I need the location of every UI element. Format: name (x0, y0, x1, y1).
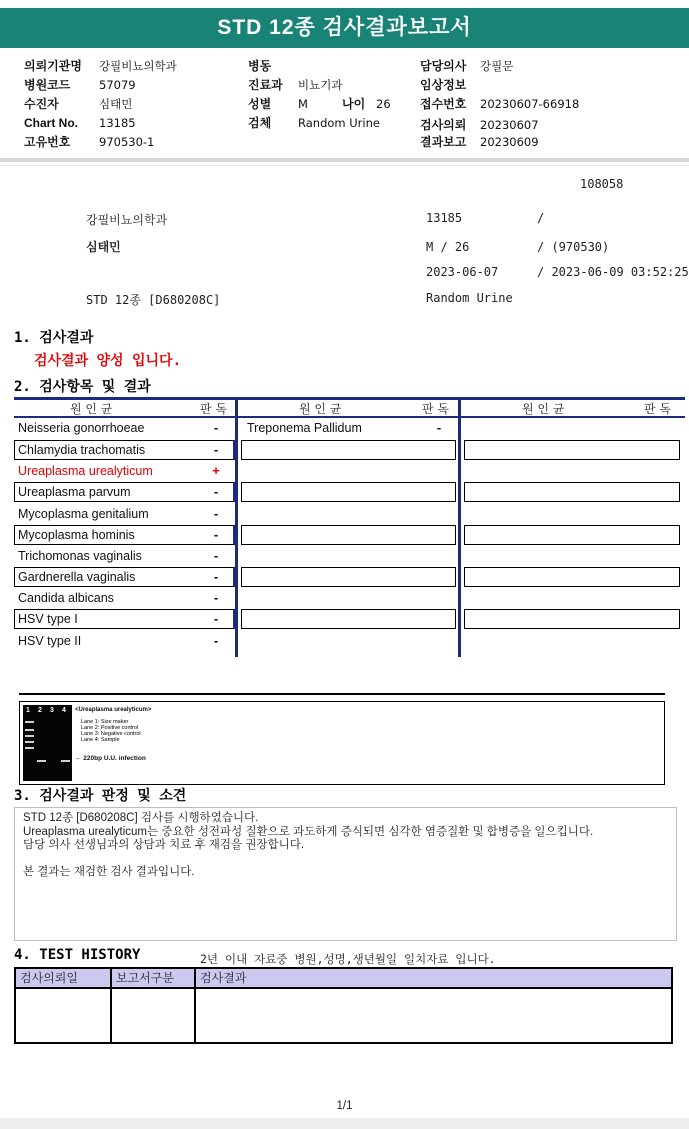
gel-band (25, 729, 34, 731)
empty-result-cell (464, 482, 680, 502)
section-1-heading: 1. 검사결과 (14, 330, 94, 346)
header-field: 성별 M (248, 97, 308, 111)
header-field: 진료과 비뇨기과 (248, 78, 343, 92)
col-header-judgment: 판 독 (422, 402, 449, 416)
empty-result-cell (464, 525, 680, 545)
header-field: 접수번호 20230607-66918 (420, 97, 580, 111)
gel-legend-line: Lane 4: Sample (81, 737, 120, 743)
judgment-value: - (213, 611, 219, 626)
report-code: 108058 (580, 177, 624, 191)
pathogen-name: HSV type I (18, 612, 78, 626)
gel-band (25, 721, 34, 723)
section-4-heading: 4. TEST HISTORY (14, 947, 141, 963)
pathogen-name: Chlamydia trachomatis (18, 443, 146, 457)
empty-result-cell (464, 567, 680, 587)
history-col-separator (194, 969, 196, 1042)
page-number: 1/1 (336, 1100, 353, 1112)
pathogen-name: HSV type II (18, 634, 82, 648)
gel-legend-line: Lane 2: Positive control (81, 725, 139, 731)
chart-number: 13185 (426, 211, 463, 225)
gel-band (25, 741, 34, 743)
gel-band (25, 735, 34, 737)
pathogen-name: Mycoplasma hominis (18, 528, 135, 542)
col-header-judgment: 판 독 (644, 402, 671, 416)
report-title: STD 12종 검사결과보고서 (0, 8, 689, 48)
specimen: Random Urine (426, 291, 513, 305)
header-field: 담당의사 강필문 (420, 59, 514, 73)
gel-band (37, 760, 46, 762)
judgment-value: - (436, 420, 442, 435)
patient-name: 심태민 (86, 240, 121, 254)
header-field: 검사의뢰 20230607 (420, 118, 539, 132)
judgment-value-positive: + (212, 463, 220, 478)
header-field-age: 나이 26 (342, 97, 391, 111)
judgment-value: - (213, 569, 219, 584)
pathogen-name: Neisseria gonorrhoeae (18, 421, 145, 435)
interpretation-line: Ureaplasma urealyticum는 중요한 성전파성 질환으로 과도하게 증식되면 심각한 염증질환 및 합병증을 일으킵니다. (23, 825, 594, 838)
gel-legend-line: Lane 3: Negative control (81, 731, 141, 737)
report-datetime: / 2023-06-09 03:52:25 (537, 265, 689, 279)
header-field: 수진자 심태민 (24, 97, 133, 111)
pathogen-name: Candida albicans (18, 591, 114, 605)
interpretation-line: 담당 의사 선생님과의 상담과 치료 후 재검을 권장합니다. (23, 839, 305, 851)
empty-result-cell (241, 525, 456, 545)
gel-band (61, 760, 70, 762)
gel-legend-line: Lane 1: Size maker (81, 719, 129, 725)
column-separator (458, 400, 461, 657)
section-rule (19, 693, 665, 695)
pathogen-name: Gardnerella vaginalis (18, 570, 136, 584)
gel-band-annotation: ← 220bp U.U. infection (75, 755, 146, 762)
request-date: 2023-06-07 (426, 265, 499, 279)
table-header-border (14, 416, 685, 418)
col-header-pathogen: 원 인 균 (70, 402, 113, 416)
pathogen-name: Treponema Pallidum (247, 421, 362, 435)
judgment-value: - (213, 527, 219, 542)
header-field: 병원코드 57079 (24, 78, 136, 92)
empty-result-cell (241, 482, 456, 502)
history-col-request-date: 검사의뢰일 (16, 969, 112, 989)
test-name: STD 12종 [D680208C] (86, 293, 221, 307)
gel-lane-label: 2 (38, 707, 42, 714)
sex-age: M / 26 (426, 240, 470, 254)
gel-band (25, 747, 34, 749)
pathogen-name: Mycoplasma genitalium (18, 507, 149, 521)
empty-result-cell (241, 609, 456, 629)
col-header-pathogen: 원 인 균 (299, 402, 342, 416)
judgment-value: - (213, 420, 219, 435)
gel-image (23, 705, 72, 781)
gel-lane-label: 4 (62, 707, 66, 714)
judgment-value: - (213, 506, 219, 521)
empty-result-cell (241, 567, 456, 587)
judgment-value: - (213, 548, 219, 563)
gel-electrophoresis-panel (19, 701, 665, 785)
history-col-separator (110, 969, 112, 1042)
gel-lane-label: 1 (26, 707, 30, 714)
empty-result-cell (241, 440, 456, 460)
header-field: 검체 Random Urine (248, 116, 380, 130)
header-field: 임상정보 (420, 78, 467, 92)
judgment-value: - (213, 484, 219, 499)
gel-title: <Ureaplasma urealyticum> (75, 707, 152, 713)
header-field: 병동 (248, 59, 272, 73)
footer-strip (0, 1118, 689, 1129)
judgment-value: - (213, 442, 219, 457)
col-header-pathogen: 원 인 균 (522, 402, 565, 416)
header-divider-thin (0, 165, 689, 166)
interpretation-box (14, 807, 677, 941)
interpretation-line (23, 853, 668, 867)
pathogen-name-positive: Ureaplasma urealyticum (18, 464, 153, 478)
history-note: 2년 이내 자료중 병원,성명,생년월일 일치자료 입니다. (200, 952, 496, 966)
judgment-value: - (213, 633, 219, 648)
header-field: 고유번호 970530-1 (24, 135, 155, 149)
empty-result-cell (464, 440, 680, 460)
results-table (14, 397, 685, 657)
header-field: 결과보고 20230609 (420, 135, 539, 149)
interpretation-line: STD 12종 [D680208C] 검사를 시행하였습니다. (23, 812, 259, 824)
header-divider (0, 158, 689, 162)
section-3-heading: 3. 검사결과 판정 및 소견 (14, 788, 187, 804)
empty-result-cell (464, 609, 680, 629)
header-field: Chart No. 13185 (24, 116, 136, 130)
table-top-border (14, 397, 685, 400)
header-field: 의뢰기관명 강필비뇨의학과 (24, 59, 177, 73)
pathogen-name: Ureaplasma parvum (18, 485, 131, 499)
gel-lane-label: 3 (50, 707, 54, 714)
test-history-table (14, 967, 673, 1044)
col-header-judgment: 판 독 (200, 402, 227, 416)
judgment-value: - (213, 590, 219, 605)
section-2-heading: 2. 검사항목 및 결과 (14, 379, 151, 395)
result-positive-message: 검사결과 양성 입니다. (34, 353, 182, 369)
column-separator (235, 400, 238, 657)
birth-date: / (970530) (537, 240, 610, 254)
info-slash: / (537, 211, 545, 225)
history-col-result: 검사결과 (196, 969, 671, 989)
pathogen-name: Trichomonas vaginalis (18, 549, 142, 563)
history-col-report-type: 보고서구분 (112, 969, 196, 989)
interpretation-line: 본 결과는 재검한 검사 결과입니다. (23, 866, 195, 878)
hospital-name: 강필비뇨의학과 (86, 213, 168, 227)
